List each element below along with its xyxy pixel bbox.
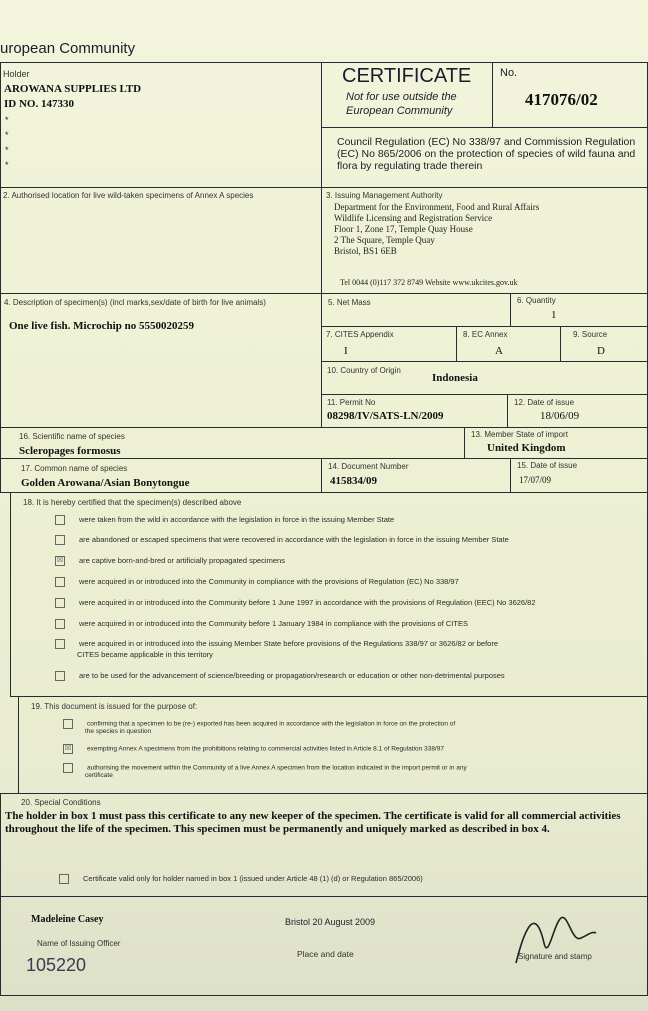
box-14-document-number (321, 458, 511, 493)
certificate-number: 417076/02 (525, 90, 598, 109)
cert-option-8: are to be used for the advancement of science/breeding or propagation/research or education or other non-detrimental purposes (55, 671, 505, 681)
box-15-date-issue (510, 458, 648, 493)
source-value: D (597, 345, 605, 357)
source-label: 9. Source (573, 330, 608, 339)
authority-address: Department for the Environment, Food and Rural Affairs Wildlife Licensing and Registration Service Floor 1, Zone 17, Temple Quay House 2 The Square, Temple Quay Bristol, BS1 6EB (334, 202, 540, 256)
quantity-label: 6. Quantity (517, 296, 556, 305)
box-2-location (0, 187, 322, 294)
holder-id: ID NO. 147330 (4, 98, 74, 110)
description-value: One live fish. Microchip no 5550020259 (9, 320, 194, 332)
certificate-title: CERTIFICATE (342, 65, 472, 87)
box-3-authority (321, 187, 648, 294)
box-6-quantity (510, 293, 648, 327)
place-date-value: Bristol 20 August 2009 (285, 917, 376, 927)
checkbox[interactable] (63, 763, 73, 773)
date-issue-value: 17/07/09 (519, 475, 552, 485)
checkbox[interactable] (55, 598, 65, 608)
holder-name: AROWANA SUPPLIES LTD (4, 83, 142, 95)
checkbox[interactable] (55, 671, 65, 681)
regulation-text: Council Regulation (EC) No 338/97 and Commission Regulation (EC) No 865/2006 on the protection of species of wild fauna and flora by regulating trade therein (337, 136, 636, 172)
purpose-label: 19. This document is issued for the purpose of: (31, 702, 198, 711)
origin-value: Indonesia (432, 372, 478, 384)
document-label: 14. Document Number (328, 462, 409, 471)
common-label: 17. Common name of species (21, 464, 128, 473)
certification-label: 18. It is hereby certified that the specimen(s) described above (23, 498, 242, 507)
net-mass-label: 5. Net Mass (328, 298, 371, 307)
annex-value: A (495, 345, 503, 357)
checkbox[interactable] (59, 874, 69, 884)
regulation-box (321, 127, 648, 188)
box-20-special-conditions (0, 793, 648, 897)
box-16-scientific-name (0, 427, 465, 459)
annex-label: 8. EC Annex (463, 330, 508, 339)
permit-value: 08298/IV/SATS-LN/2009 (327, 410, 444, 422)
serial-number: 105220 (26, 955, 87, 975)
authority-contact: Tel 0044 (0)117 372 8749 Website www.ukcites.gov.uk (340, 278, 518, 287)
checkbox[interactable] (63, 719, 73, 729)
holder-only-option: Certificate valid only for holder named in box 1 (issued under Article 48 (1) (d) or Regulation 865/2006) (59, 874, 423, 884)
checkbox[interactable] (55, 535, 65, 545)
cites-value: I (344, 345, 348, 357)
cert-option-7: were acquired in or introduced into the issuing Member State before provisions of the Regulations 338/97 or 3626/82 or before (55, 639, 498, 649)
cert-option-7-cont: CITES became applicable in this territory (77, 650, 213, 659)
officer-name: Madeleine Casey (31, 914, 104, 925)
scientific-label: 16. Scientific name of species (19, 432, 125, 441)
description-label: 4. Description of specimen(s) (incl marks,sex/date of birth for live animals) (4, 298, 266, 307)
authority-label: 3. Issuing Management Authority (326, 191, 443, 200)
checkbox[interactable] (55, 515, 65, 525)
checkbox[interactable] (55, 577, 65, 587)
cert-option-1: were taken from the wild in accordance with the legislation in force in the issuing Member State (55, 515, 394, 525)
permit-date-value: 18/06/09 (540, 410, 580, 422)
box-13-member-state (464, 427, 648, 459)
box-17-common-name (0, 458, 322, 493)
cert-option-6: were acquired in or introduced into the Community before 1 January 1984 in compliance with the provisions of CITES (55, 619, 468, 629)
location-label: 2. Authorised location for live wild-taken specimens of Annex A species (3, 191, 254, 200)
header-community: uropean Community (0, 40, 136, 57)
box-19-purpose (18, 696, 648, 794)
number-label: No. (500, 67, 518, 79)
cites-label: 7. CITES Appendix (326, 330, 394, 339)
quantity-value: 1 (551, 309, 557, 321)
box-18-certification (10, 492, 648, 697)
signature-box (0, 896, 648, 996)
holder-address-stars: * * * * (5, 115, 9, 170)
box-8-ec-annex (456, 326, 561, 362)
box-1-holder (0, 62, 322, 188)
box-11-permit (321, 394, 508, 428)
box-12-date-issue (507, 394, 648, 428)
checkbox[interactable]: ☒ (56, 557, 64, 565)
purpose-option-1: confirming that a specimen to be (re-) exported has been acquired in accordance with the legislation in force on the protection of (63, 719, 455, 729)
scientific-value: Scleropages formosus (19, 445, 121, 457)
origin-label: 10. Country of Origin (327, 366, 401, 375)
special-label: 20. Special Conditions (21, 798, 101, 807)
member-state-label: 13. Member State of import (471, 430, 568, 439)
date-issue-label: 15. Date of issue (517, 461, 578, 470)
officer-label: Name of Issuing Officer (37, 939, 121, 948)
purpose-option-1-cont: the species in question (85, 728, 152, 735)
signature-label: Signature and stamp (518, 952, 592, 961)
box-7-cites (321, 326, 457, 362)
cert-option-4: were acquired in or introduced into the Community in compliance with the provisions of Regulation (EC) No 338/97 (55, 577, 459, 587)
member-state-value: United Kingdom (487, 442, 566, 454)
special-text: The holder in box 1 must pass this certificate to any new keeper of the specimen. The certificate is valid for all commercial activities throughout the life of the specimen. This specimen must be permanently and uniquely marked as described in box 4. (5, 810, 621, 835)
certificate-restriction: Not for use outside the European Community (346, 91, 457, 117)
box-4-description (0, 293, 322, 428)
certificate-number-box (492, 62, 648, 128)
signature-scribble (506, 903, 598, 967)
cert-option-3: ☒ are captive born-and-bred or artificially propagated specimens (56, 556, 285, 565)
common-value: Golden Arowana/Asian Bonytongue (21, 477, 190, 489)
document-value: 415834/09 (330, 475, 378, 487)
checkbox[interactable] (55, 619, 65, 629)
purpose-option-3: authorising the movement within the Community of a live Annex A specimen from the location indicated in the import permit or in any (63, 763, 467, 773)
permit-date-label: 12. Date of issue (514, 398, 575, 407)
box-10-origin (321, 361, 648, 395)
place-date-label: Place and date (297, 949, 354, 959)
certificate-title-box (321, 62, 493, 128)
box-5-net-mass (321, 293, 511, 327)
cert-option-2: are abandoned or escaped specimens that were recovered in accordance with the legislation in force in the issuing Member State (55, 535, 509, 545)
purpose-option-3-cont: certificate (85, 772, 113, 779)
permit-label: 11. Permit No (327, 398, 376, 407)
checkbox[interactable]: ☒ (64, 745, 72, 752)
holder-label: Holder (3, 69, 30, 79)
purpose-option-2: ☒ exempting Annex A specimens from the prohibitions relating to commercial activities listed in Article 8.1 of Regulation 338/97 (64, 745, 444, 753)
box-9-source (560, 326, 648, 362)
cert-option-5: were acquired in or introduced into the Community before 1 June 1997 in accordance with the provisions of Regulation (EEC) No 3626/82 (55, 598, 536, 608)
checkbox[interactable] (55, 639, 65, 649)
